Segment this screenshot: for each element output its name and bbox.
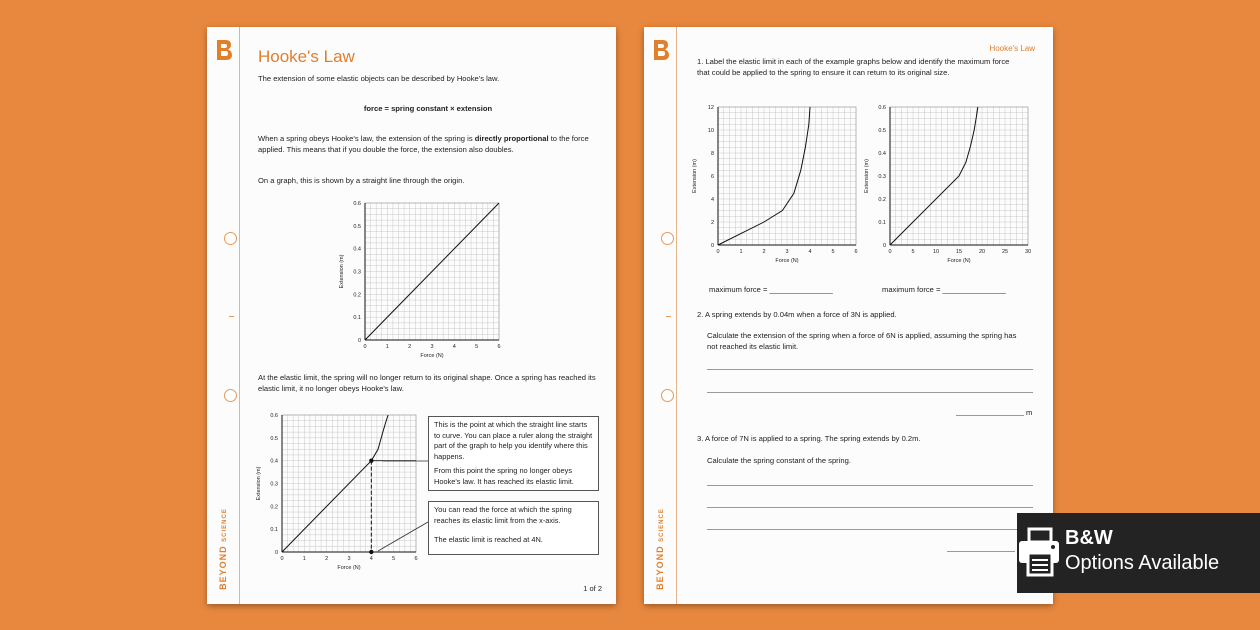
elastic-limit-point — [369, 458, 373, 462]
answer-line[interactable] — [707, 485, 1033, 486]
worksheet-page-1 — [207, 27, 616, 604]
x-tick-label: 4 — [369, 556, 373, 562]
x-tick-label: 0 — [888, 249, 892, 255]
brand-logo-icon — [652, 39, 670, 61]
question-2-detail: Calculate the extension of the spring when a force of 6N is applied, assuming the spring has not reached its elastic limit. — [707, 331, 1017, 351]
x-tick-label: 1 — [302, 556, 306, 562]
page-header: Hooke's Law — [989, 44, 1035, 53]
y-axis-label: Extension (m) — [256, 466, 262, 501]
x-axis-label: Force (N) — [947, 258, 971, 264]
answer-blank[interactable] — [947, 551, 1015, 552]
y-axis-label: Extension (m) — [339, 254, 345, 289]
y-tick-label: 0.5 — [270, 435, 278, 442]
punch-hole — [224, 232, 237, 245]
x-tick-label: 0 — [363, 344, 367, 350]
x-tick-label: 3 — [430, 344, 434, 350]
callout-text: The elastic limit is reached at 4N. — [434, 535, 543, 544]
x-tick-label: 25 — [1001, 249, 1009, 255]
x-tick-label: 6 — [414, 556, 418, 562]
x-tick-label: 1 — [739, 249, 743, 255]
y-axis-label: Extension (m) — [692, 159, 698, 193]
y-tick-label: 0.2 — [878, 197, 886, 203]
y-tick-label: 0.1 — [353, 315, 361, 322]
chart-question-1b — [864, 99, 1033, 269]
y-tick-label: 12 — [707, 105, 714, 111]
y-tick-label: 4 — [710, 197, 714, 203]
x-tick-label: 6 — [497, 344, 501, 350]
x-tick-label: 0 — [716, 249, 720, 255]
question-1: 1. Label the elastic limit in each of the example graphs below and identify the maximum force that could be applied to the spring to ensure it can return to its original size. — [697, 57, 1010, 77]
fold-mark — [666, 316, 671, 317]
banner-title: B&W — [1065, 527, 1113, 549]
x-tick-label: 5 — [911, 249, 915, 255]
y-tick-label: 0.6 — [353, 201, 361, 207]
y-tick-label: 0.5 — [878, 128, 886, 134]
y-tick-label: 0 — [357, 338, 361, 344]
y-tick-label: 0.1 — [270, 527, 278, 534]
answer-line[interactable] — [707, 369, 1033, 370]
y-tick-label: 0.2 — [270, 504, 278, 511]
y-tick-label: 0.6 — [270, 413, 278, 419]
x-axis-label: Force (N) — [775, 258, 799, 264]
y-tick-label: 0 — [710, 243, 714, 249]
y-tick-label: 0.2 — [353, 292, 361, 299]
answer-max-force-b[interactable]: maximum force = _______________ — [882, 285, 1006, 294]
question-3-detail: Calculate the spring constant of the spring. — [707, 456, 851, 465]
callout-text: You can read the force at which the spring reaches its elastic limit from the x-axis. — [434, 505, 572, 525]
bw-options-banner[interactable] — [1017, 513, 1260, 593]
callout-text: From this point the spring no longer obeys Hooke's law. It has reached its elastic limit. — [434, 466, 574, 486]
y-tick-label: 0.3 — [878, 174, 886, 180]
paragraph-graph: On a graph, this is shown by a straight line through the origin. — [258, 176, 465, 185]
x-tick-label: 2 — [762, 249, 766, 255]
x-tick-label: 5 — [831, 249, 835, 255]
page-sidebar — [207, 27, 240, 604]
x-tick-label: 30 — [1024, 249, 1032, 255]
punch-hole — [661, 232, 674, 245]
y-tick-label: 0.6 — [878, 105, 886, 111]
unit-label: m — [1026, 408, 1033, 417]
brand-label: BEYOND SCIENCE — [655, 508, 665, 590]
paragraph-proportional: When a spring obeys Hooke's law, the extension of the spring is directly proportional to the force applied. This means that if you double the force, the extension also doubles. — [258, 134, 589, 154]
x-tick-label: 4 — [808, 249, 812, 255]
x-tick-label: 2 — [325, 556, 329, 562]
y-tick-label: 0.4 — [878, 151, 886, 157]
y-tick-label: 8 — [710, 151, 714, 157]
brand-label: BEYOND SCIENCE — [218, 508, 228, 590]
intro-text: The extension of some elastic objects can be described by Hooke's law. — [258, 74, 500, 83]
brand-logo-icon — [215, 39, 233, 61]
callout-straight-part — [428, 416, 599, 491]
x-axis-label: Force (N) — [337, 565, 361, 571]
y-tick-label: 0 — [274, 550, 278, 556]
answer-blank[interactable] — [956, 415, 1024, 416]
x-tick-label: 5 — [392, 556, 396, 562]
x-axis-label: Force (N) — [420, 353, 444, 359]
paragraph-elastic-limit: At the elastic limit, the spring will no longer return to its original shape. Once a spring has reached its elastic limit, it no longer obeys Hooke's law. — [258, 373, 596, 393]
x-tick-label: 3 — [785, 249, 789, 255]
question-3: 3. A force of 7N is applied to a spring. The spring extends by 0.2m. — [697, 434, 921, 443]
y-axis-label: Extension (m) — [864, 159, 870, 193]
answer-line[interactable] — [707, 529, 1033, 530]
x-tick-label: 20 — [978, 249, 986, 255]
x-tick-label: 4 — [452, 344, 456, 350]
y-tick-label: 2 — [710, 220, 714, 226]
answer-line[interactable] — [707, 392, 1033, 393]
page-sidebar — [644, 27, 677, 604]
y-tick-label: 0.3 — [353, 269, 361, 276]
x-tick-label: 1 — [385, 344, 389, 350]
y-tick-label: 10 — [707, 128, 714, 134]
page-number: 1 of 2 — [583, 584, 602, 593]
y-tick-label: 0.5 — [353, 223, 361, 230]
formula: force = spring constant × extension — [363, 104, 493, 113]
banner-subtitle: Options Available — [1065, 552, 1220, 574]
punch-hole — [224, 389, 237, 402]
callout-text: This is the point at which the straight line starts to curve. You can place a ruler along the straight part of the graph to help you identify where this happens. — [434, 420, 593, 461]
page-title: Hooke's Law — [258, 47, 355, 66]
y-tick-label: 0.4 — [270, 458, 278, 465]
y-tick-label: 0.4 — [353, 246, 361, 253]
chart-elastic-limit — [252, 411, 422, 577]
y-tick-label: 6 — [710, 174, 714, 180]
callout-x-axis — [428, 501, 599, 555]
x-tick-label: 6 — [854, 249, 858, 255]
y-tick-label: 0 — [882, 243, 886, 249]
x-tick-label: 3 — [347, 556, 351, 562]
punch-hole — [661, 389, 674, 402]
answer-max-force-a[interactable]: maximum force = _______________ — [709, 285, 833, 294]
answer-line[interactable] — [707, 507, 1033, 508]
worksheet-page-2 — [644, 27, 1053, 604]
y-tick-label: 0.3 — [270, 481, 278, 488]
printer-icon — [1017, 527, 1061, 581]
fold-mark — [229, 316, 234, 317]
question-2: 2. A spring extends by 0.04m when a force of 3N is applied. — [697, 310, 897, 319]
x-tick-label: 2 — [408, 344, 412, 350]
chart-proportional — [335, 199, 505, 365]
x-tick-label: 10 — [932, 249, 940, 255]
x-tick-label: 5 — [475, 344, 479, 350]
x-tick-label: 15 — [955, 249, 963, 255]
chart-question-1a — [692, 99, 861, 269]
y-tick-label: 0.1 — [878, 220, 886, 226]
elastic-limit-x-point — [369, 550, 373, 554]
x-tick-label: 0 — [280, 556, 284, 562]
